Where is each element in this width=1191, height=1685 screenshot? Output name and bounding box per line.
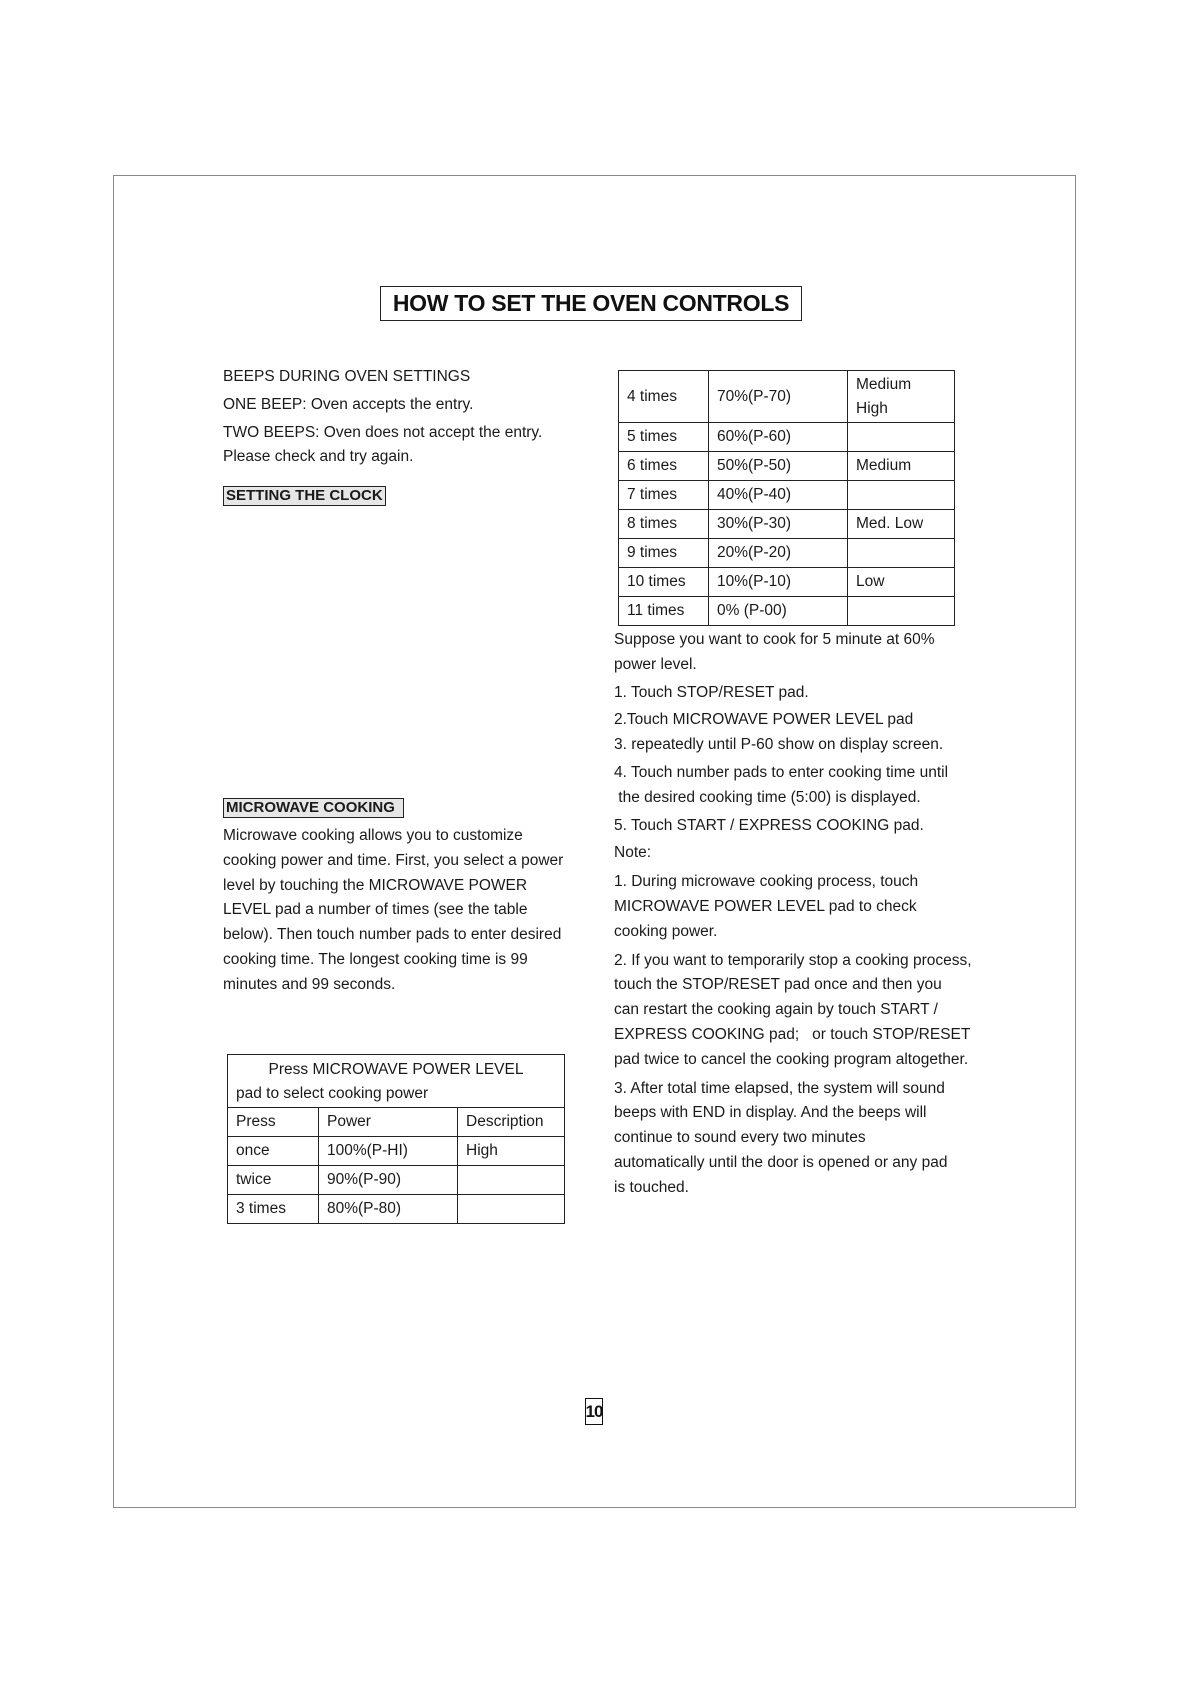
- note-2-line: touch the STOP/RESET pad once and then you: [614, 976, 942, 994]
- note-2-line: can restart the cooking again by touch START /: [614, 1001, 938, 1019]
- note-2-line: pad twice to cancel the cooking program altogether.: [614, 1050, 969, 1068]
- microwave-cooking-heading: MICROWAVE COOKING: [223, 798, 404, 818]
- one-beep-text: ONE BEEP: Oven accepts the entry.: [223, 395, 474, 413]
- table-row: [619, 597, 955, 626]
- note-3-line: continue to sound every two minutes: [614, 1129, 866, 1147]
- cell-description: [848, 539, 955, 568]
- example-step-4-line1: 4. Touch number pads to enter cooking time until: [614, 763, 949, 781]
- page-number: 10: [585, 1398, 603, 1425]
- note-3-line: 3. After total time elapsed, the system will sound: [614, 1079, 945, 1097]
- cell-description-line2: High: [856, 399, 888, 417]
- beeps-heading: BEEPS DURING OVEN SETTINGS: [223, 368, 471, 385]
- cell-power: 0% (P-00): [709, 597, 848, 626]
- note-3-line: beeps with END in display. And the beeps will: [614, 1104, 927, 1122]
- two-beeps-text: TWO BEEPS: Oven does not accept the entry.: [223, 423, 543, 441]
- cell-description: High: [458, 1137, 565, 1166]
- table-header-row: [228, 1108, 565, 1137]
- note-1-line: cooking power.: [614, 922, 718, 940]
- cell-power: 50%(P-50): [709, 452, 848, 481]
- cell-press: 3 times: [228, 1195, 319, 1224]
- cell-press: twice: [228, 1166, 319, 1195]
- example-step-1: 1. Touch STOP/RESET pad.: [614, 683, 809, 701]
- cell-power: 90%(P-90): [319, 1166, 458, 1195]
- power-level-table-part2: [618, 370, 955, 626]
- cell-description-line1: Medium: [856, 375, 912, 393]
- text-line: cooking power and time. First, you select a power: [223, 851, 564, 869]
- cell-power: 100%(P-HI): [319, 1137, 458, 1166]
- cell-power: 80%(P-80): [319, 1195, 458, 1224]
- page-title: HOW TO SET THE OVEN CONTROLS: [380, 286, 802, 321]
- table-row: [619, 510, 955, 539]
- cell-press: 11 times: [619, 597, 709, 626]
- note-3-line: automatically until the door is opened or any pad: [614, 1153, 948, 1171]
- table-row: [228, 1195, 565, 1224]
- cell-press: 4 times: [619, 371, 709, 423]
- cell-press: 10 times: [619, 568, 709, 597]
- table-caption-line1: Press MICROWAVE POWER LEVEL: [268, 1060, 524, 1078]
- setting-clock-heading: SETTING THE CLOCK: [223, 486, 386, 506]
- header-press: Press: [228, 1108, 319, 1137]
- cell-power: 30%(P-30): [709, 510, 848, 539]
- note-2-line: 2. If you want to temporarily stop a cooking process,: [614, 951, 972, 969]
- cell-power: 10%(P-10): [709, 568, 848, 597]
- cell-press: 6 times: [619, 452, 709, 481]
- table-row: [619, 568, 955, 597]
- table-row: [619, 539, 955, 568]
- cell-power: 40%(P-40): [709, 481, 848, 510]
- text-line: level by touching the MICROWAVE POWER: [223, 876, 528, 894]
- table-caption: [228, 1055, 565, 1108]
- power-level-table-part1: [227, 1054, 565, 1224]
- table-caption-line2: pad to select cooking power: [236, 1084, 429, 1102]
- table-row: [228, 1137, 565, 1166]
- cell-press: once: [228, 1137, 319, 1166]
- cell-description: [848, 371, 955, 423]
- text-line: cooking time. The longest cooking time is 99: [223, 950, 528, 968]
- header-description: Description: [458, 1108, 565, 1137]
- cell-description: [848, 597, 955, 626]
- text-line: Microwave cooking allows you to customize: [223, 827, 523, 844]
- note-1-line: MICROWAVE POWER LEVEL pad to check: [614, 897, 917, 915]
- cell-press: 5 times: [619, 423, 709, 452]
- cell-power: 60%(P-60): [709, 423, 848, 452]
- example-step-3: 3. repeatedly until P-60 show on display screen.: [614, 736, 944, 754]
- text-line: LEVEL pad a number of times (see the table: [223, 901, 528, 919]
- example-step-4-line2: the desired cooking time (5:00) is displayed.: [614, 788, 921, 806]
- cell-description: Med. Low: [848, 510, 955, 539]
- header-power: Power: [319, 1108, 458, 1137]
- check-again-text: Please check and try again.: [223, 448, 414, 466]
- example-step-2: 2.Touch MICROWAVE POWER LEVEL pad: [614, 711, 914, 729]
- table-row: [619, 423, 955, 452]
- cell-power: 70%(P-70): [709, 371, 848, 423]
- cell-description: [848, 423, 955, 452]
- cell-description: Low: [848, 568, 955, 597]
- table-caption-row: [228, 1055, 565, 1108]
- text-line: below). Then touch number pads to enter desired: [223, 926, 562, 944]
- cell-power: 20%(P-20): [709, 539, 848, 568]
- cell-press: 8 times: [619, 510, 709, 539]
- cell-description: [458, 1195, 565, 1224]
- example-step-5: 5. Touch START / EXPRESS COOKING pad.: [614, 816, 924, 834]
- table-row: [619, 371, 955, 423]
- table-row: [619, 452, 955, 481]
- cell-description: [458, 1166, 565, 1195]
- text-line: minutes and 99 seconds.: [223, 975, 396, 993]
- cell-press: 7 times: [619, 481, 709, 510]
- example-and-notes: [614, 628, 994, 1201]
- beeps-section: [223, 365, 573, 470]
- note-2-line: EXPRESS COOKING pad; or touch STOP/RESET: [614, 1025, 971, 1043]
- microwave-cooking-text: [223, 824, 583, 998]
- note-1-line: 1. During microwave cooking process, touch: [614, 873, 919, 891]
- table-row: [228, 1166, 565, 1195]
- note-label: Note:: [614, 844, 652, 862]
- table-row: [619, 481, 955, 510]
- cell-press: 9 times: [619, 539, 709, 568]
- example-intro-line2: power level.: [614, 655, 697, 673]
- cell-description: Medium: [848, 452, 955, 481]
- cell-description: [848, 481, 955, 510]
- example-intro-line1: Suppose you want to cook for 5 minute at 60%: [614, 631, 935, 648]
- note-3-line: is touched.: [614, 1178, 689, 1196]
